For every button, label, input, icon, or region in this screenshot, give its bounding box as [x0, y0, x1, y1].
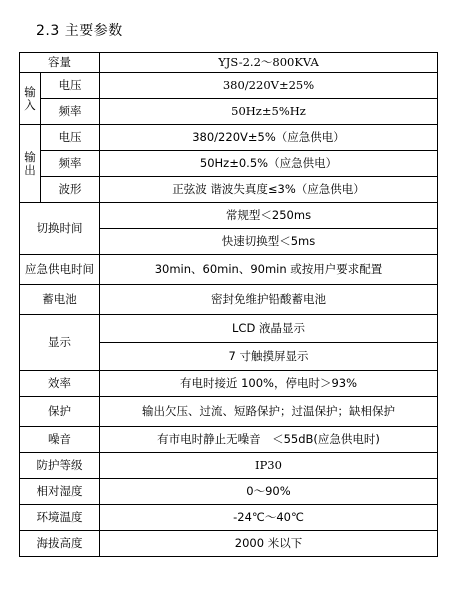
display-label: 显示 — [20, 315, 100, 371]
spec-table — [19, 52, 438, 557]
table-row — [20, 505, 438, 531]
capacity-label: 容量 — [20, 53, 100, 73]
noise-label: 噪音 — [20, 427, 100, 453]
altitude-value: 2000 米以下 — [100, 531, 438, 557]
display-lcd: LCD 液晶显示 — [100, 315, 438, 343]
output-frequency-label: 频率 — [41, 151, 100, 177]
output-frequency-value: 50Hz±0.5%（应急供电） — [100, 151, 438, 177]
emergency-time-value: 30min、60min、90min 或按用户要求配置 — [100, 255, 438, 285]
table-row — [20, 255, 438, 285]
output-group-char: 出 — [24, 162, 36, 177]
table-row — [20, 315, 438, 343]
protection-label: 保护 — [20, 397, 100, 427]
table-row — [20, 453, 438, 479]
table-row — [20, 371, 438, 397]
capacity-value: YJS-2.2～800KVA — [100, 53, 438, 73]
ip-rating-label: 防护等级 — [20, 453, 100, 479]
output-group-char: 输 — [24, 149, 36, 164]
battery-label: 蓄电池 — [20, 285, 100, 315]
efficiency-value: 有电时接近 100%，停电时＞93% — [100, 371, 438, 397]
table-row — [20, 285, 438, 315]
humidity-label: 相对湿度 — [20, 479, 100, 505]
table-row — [20, 479, 438, 505]
altitude-label: 海拔高度 — [20, 531, 100, 557]
emergency-time-label: 应急供电时间 — [20, 255, 100, 285]
table-row — [20, 53, 438, 73]
noise-value: 有市电时静止无噪音 ＜55dB(应急供电时) — [100, 427, 438, 453]
efficiency-label: 效率 — [20, 371, 100, 397]
output-voltage-label: 电压 — [41, 125, 100, 151]
input-group-char: 输 — [24, 84, 36, 99]
output-voltage-value: 380/220V±5%（应急供电） — [100, 125, 438, 151]
table-row — [20, 427, 438, 453]
ip-rating-value: IP30 — [100, 453, 438, 479]
switch-time-label: 切换时间 — [20, 203, 100, 255]
switch-time-normal: 常规型＜250ms — [100, 203, 438, 229]
switch-time-fast: 快速切换型＜5ms — [100, 229, 438, 255]
temperature-label: 环境温度 — [20, 505, 100, 531]
battery-value: 密封免维护铅酸蓄电池 — [100, 285, 438, 315]
table-row — [20, 99, 438, 125]
temperature-value: -24℃～40℃ — [100, 505, 438, 531]
input-frequency-label: 频率 — [41, 99, 100, 125]
section-title: 2.3 主要参数 — [36, 23, 123, 39]
table-row — [20, 397, 438, 427]
table-row — [20, 531, 438, 557]
table-row — [20, 177, 438, 203]
input-group-label — [20, 73, 41, 125]
table-row — [20, 125, 438, 151]
input-frequency-value: 50Hz±5%Hz — [100, 99, 438, 125]
input-voltage-label: 电压 — [41, 73, 100, 99]
table-row — [20, 203, 438, 229]
input-group-char: 入 — [24, 97, 36, 112]
table-row — [20, 151, 438, 177]
display-touchscreen: 7 寸触摸屏显示 — [100, 343, 438, 371]
output-waveform-label: 波形 — [41, 177, 100, 203]
output-group-label — [20, 125, 41, 203]
table-row — [20, 73, 438, 99]
output-waveform-value: 正弦波 谐波失真度≤3%（应急供电） — [100, 177, 438, 203]
input-voltage-value: 380/220V±25% — [100, 73, 438, 99]
protection-value: 输出欠压、过流、短路保护；过温保护；缺相保护 — [100, 397, 438, 427]
humidity-value: 0～90% — [100, 479, 438, 505]
